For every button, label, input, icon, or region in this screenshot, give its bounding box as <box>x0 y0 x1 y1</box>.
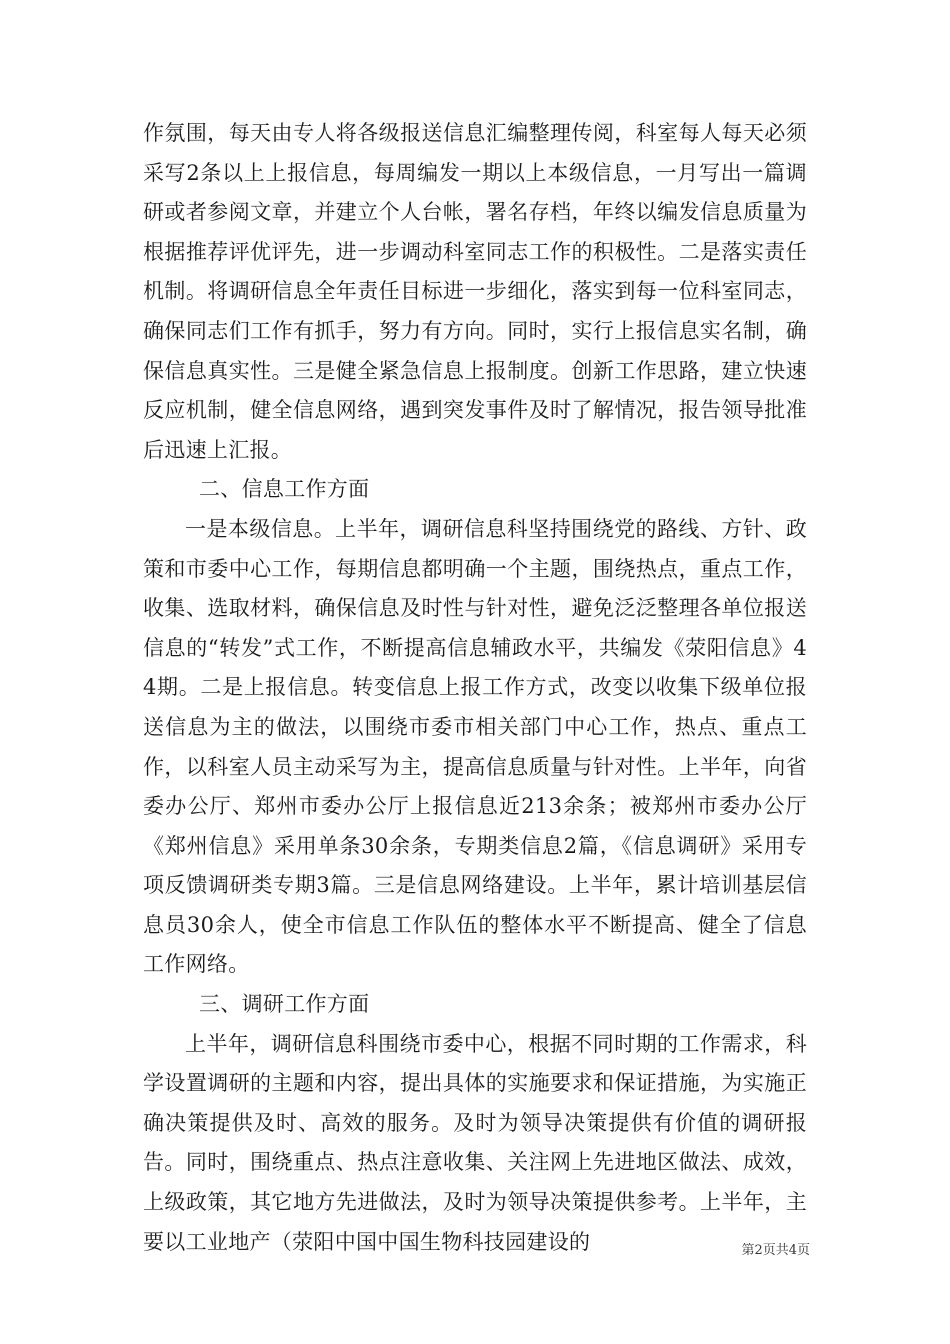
section-heading-research-work: 三、调研工作方面 <box>199 992 370 1017</box>
section-heading-information-work: 二、信息工作方面 <box>199 477 370 502</box>
paragraph-research-work: 上半年，调研信息科围绕市委中心，根据不同时期的工作需求，科学设置调研的主题和内容，提出具体的实施要求和保证措施，为实施正确决策提供及时、高效的服务。及时为领导决策提供有价值的调研报告。同时，围绕重点、热点注意收集、关注网上先进地区做法、成效，上级政策，其它地方先进做法，及时为领导决策提供参考。上半年，主要以工业地产（荥阳中国中国生物科技园建设的 <box>143 1031 807 1254</box>
document-body <box>143 114 807 1262</box>
page-number: 第2页共4页 <box>741 1243 810 1258</box>
paragraph-continuation: 作氛围，每天由专人将各级报送信息汇编整理传阅，科室每人每天必须采写2条以上上报信息，每周编发一期以上本级信息，一月写出一篇调研或者参阅文章，并建立个人台帐，署名存档，年终以编发信息质量为根据推荐评优评先，进一步调动科室同志工作的积极性。二是落实责任机制。将调研信息全年责任目标进一步细化，落实到每一位科室同志，确保同志们工作有抓手，努力有方向。同时，实行上报信息实名制，确保信息真实性。三是健全紧急信息上报制度。创新工作思路，建立快速反应机制，健全信息网络，遇到突发事件及时了解情况，报告领导批准后迅速上汇报。 <box>143 121 807 462</box>
paragraph-information-work: 一是本级信息。上半年，调研信息科坚持围绕党的路线、方针、政策和市委中心工作，每期信息都明确一个主题，围绕热点，重点工作，收集、选取材料，确保信息及时性与针对性，避免泛泛整理各单位报送信息的“转发”式工作，不断提高信息辅政水平，共编发《荥阳信息》44期。二是上报信息。转变信息上报工作方式，改变以收集下级单位报送信息为主的做法，以围绕市委市相关部门中心工作，热点、重点工作，以科室人员主动采写为主，提高信息质量与针对性。上半年，向省委办公厅、郑州市委办公厅上报信息近213余条；被郑州市委办公厅《郑州信息》采用单条30余条，专期类信息2篇，《信息调研》采用专项反馈调研类专期3篇。三是信息网络建设。上半年，累计培训基层信息员30余人，使全市信息工作队伍的整体水平不断提高、健全了信息工作网络。 <box>143 516 807 977</box>
